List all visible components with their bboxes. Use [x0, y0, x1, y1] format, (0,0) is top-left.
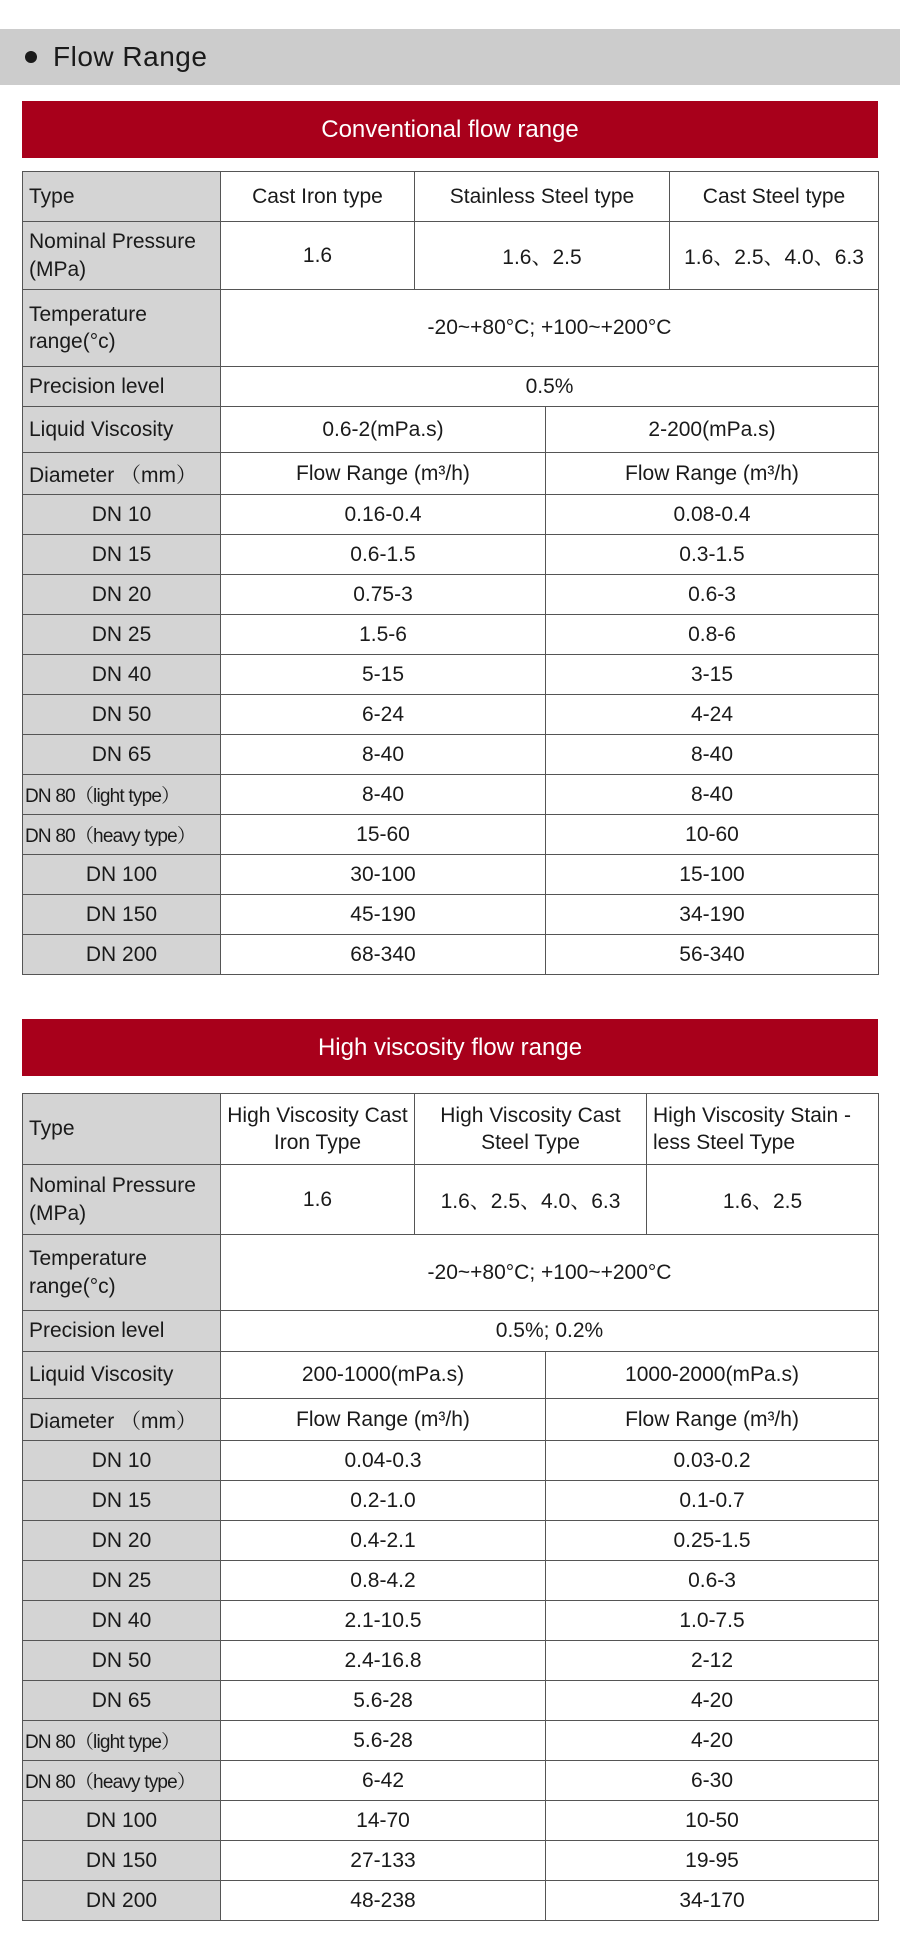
- table-row: [23, 935, 879, 975]
- pressure-cell: 1.6、2.5、4.0、6.3: [415, 1165, 647, 1235]
- type-label: Type: [23, 1094, 221, 1165]
- type-row: [23, 172, 879, 222]
- conventional-table: [22, 171, 879, 975]
- flow-range-cell: 0.75-3: [221, 575, 546, 615]
- diameter-cell: DN 80（light type）: [23, 775, 221, 815]
- flow-range-cell: 15-100: [546, 855, 879, 895]
- flow-range-cell: 8-40: [221, 735, 546, 775]
- table-row: [23, 1841, 879, 1881]
- bullet-icon: [25, 51, 37, 63]
- diameter-cell: DN 15: [23, 1481, 221, 1521]
- precision-label: Precision level: [23, 1311, 221, 1352]
- type-cell: High Viscosity Cast Steel Type: [415, 1094, 647, 1165]
- flow-range-cell: 34-170: [546, 1881, 879, 1921]
- diameter-cell: DN 150: [23, 1841, 221, 1881]
- flow-range-cell: 0.6-3: [546, 1561, 879, 1601]
- flow-range-cell: 8-40: [546, 735, 879, 775]
- section-header: [0, 29, 900, 85]
- flow-range-cell: 6-24: [221, 695, 546, 735]
- table-row: [23, 855, 879, 895]
- flow-range-cell: 10-60: [546, 815, 879, 855]
- table-row: [23, 1601, 879, 1641]
- flow-range-cell: 27-133: [221, 1841, 546, 1881]
- flow-range-cell: 5.6-28: [221, 1681, 546, 1721]
- diameter-header-row: [23, 1399, 879, 1441]
- diameter-cell: DN 80（heavy type）: [23, 1761, 221, 1801]
- flow-range-cell: 0.03-0.2: [546, 1441, 879, 1481]
- flow-range-cell: 19-95: [546, 1841, 879, 1881]
- table-row: [23, 1441, 879, 1481]
- table-row: [23, 735, 879, 775]
- table-row: [23, 1641, 879, 1681]
- type-cell: High Viscosity Stain -less Steel Type: [647, 1094, 879, 1165]
- table-row: [23, 535, 879, 575]
- temperature-value: -20~+80°C; +100~+200°C: [221, 1235, 879, 1311]
- temperature-row: [23, 290, 879, 367]
- precision-value: 0.5%: [221, 367, 879, 407]
- flow-range-cell: 0.6-1.5: [221, 535, 546, 575]
- table-row: [23, 1681, 879, 1721]
- flow-range-cell: 6-42: [221, 1761, 546, 1801]
- flow-range-header: Flow Range (m³/h): [546, 1399, 879, 1441]
- flow-range-cell: 1.5-6: [221, 615, 546, 655]
- temperature-label: Temperature range(°c): [23, 1235, 221, 1311]
- diameter-cell: DN 80（light type）: [23, 1721, 221, 1761]
- viscosity-label: Liquid Viscosity: [23, 1352, 221, 1399]
- table-row: [23, 615, 879, 655]
- temperature-row: [23, 1235, 879, 1311]
- table-row: [23, 1521, 879, 1561]
- pressure-row: [23, 1165, 879, 1235]
- flow-range-cell: 45-190: [221, 895, 546, 935]
- pressure-label: Nominal Pressure (MPa): [23, 1165, 221, 1235]
- diameter-cell: DN 10: [23, 495, 221, 535]
- diameter-label: Diameter （mm）: [23, 1399, 221, 1441]
- flow-range-cell: 4-20: [546, 1721, 879, 1761]
- flow-range-header: Flow Range (m³/h): [221, 1399, 546, 1441]
- flow-range-cell: 14-70: [221, 1801, 546, 1841]
- table-row: [23, 695, 879, 735]
- flow-range-cell: 15-60: [221, 815, 546, 855]
- table-row: [23, 1881, 879, 1921]
- type-label: Type: [23, 172, 221, 222]
- viscosity-row: [23, 407, 879, 453]
- table-row: [23, 1801, 879, 1841]
- table-row: [23, 1721, 879, 1761]
- type-cell: Cast Iron type: [221, 172, 415, 222]
- diameter-cell: DN 20: [23, 575, 221, 615]
- table-row: [23, 495, 879, 535]
- flow-range-cell: 0.3-1.5: [546, 535, 879, 575]
- diameter-cell: DN 65: [23, 735, 221, 775]
- diameter-cell: DN 40: [23, 655, 221, 695]
- diameter-cell: DN 65: [23, 1681, 221, 1721]
- diameter-cell: DN 80（heavy type）: [23, 815, 221, 855]
- pressure-row: [23, 222, 879, 290]
- flow-range-cell: 2.4-16.8: [221, 1641, 546, 1681]
- flow-range-cell: 3-15: [546, 655, 879, 695]
- flow-range-cell: 0.08-0.4: [546, 495, 879, 535]
- flow-range-header: Flow Range (m³/h): [221, 453, 546, 495]
- precision-row: [23, 367, 879, 407]
- flow-range-cell: 4-20: [546, 1681, 879, 1721]
- viscosity-row: [23, 1352, 879, 1399]
- flow-range-cell: 68-340: [221, 935, 546, 975]
- table-row: [23, 815, 879, 855]
- flow-range-cell: 0.8-4.2: [221, 1561, 546, 1601]
- flow-range-cell: 5-15: [221, 655, 546, 695]
- flow-range-cell: 0.1-0.7: [546, 1481, 879, 1521]
- table-row: [23, 775, 879, 815]
- pressure-cell: 1.6、2.5、4.0、6.3: [670, 222, 879, 290]
- flow-range-cell: 6-30: [546, 1761, 879, 1801]
- diameter-cell: DN 100: [23, 1801, 221, 1841]
- precision-label: Precision level: [23, 367, 221, 407]
- diameter-cell: DN 40: [23, 1601, 221, 1641]
- precision-value: 0.5%; 0.2%: [221, 1311, 879, 1352]
- pressure-cell: 1.6: [221, 1165, 415, 1235]
- pressure-label: Nominal Pressure (MPa): [23, 222, 221, 290]
- table-row: [23, 655, 879, 695]
- conventional-title: Conventional flow range: [22, 101, 878, 158]
- flow-range-cell: 5.6-28: [221, 1721, 546, 1761]
- table-row: [23, 1761, 879, 1801]
- page-title: Flow Range: [53, 41, 208, 72]
- pressure-cell: 1.6: [221, 222, 415, 290]
- viscosity-label: Liquid Viscosity: [23, 407, 221, 453]
- flow-range-cell: 0.04-0.3: [221, 1441, 546, 1481]
- type-cell: Cast Steel type: [670, 172, 879, 222]
- table-row: [23, 895, 879, 935]
- pressure-cell: 1.6、2.5: [647, 1165, 879, 1235]
- diameter-header-row: [23, 453, 879, 495]
- viscosity-cell: 1000-2000(mPa.s): [546, 1352, 879, 1399]
- viscosity-cell: 0.6-2(mPa.s): [221, 407, 546, 453]
- type-cell: High Viscosity Cast Iron Type: [221, 1094, 415, 1165]
- diameter-cell: DN 50: [23, 1641, 221, 1681]
- flow-range-cell: 8-40: [546, 775, 879, 815]
- viscosity-cell: 200-1000(mPa.s): [221, 1352, 546, 1399]
- diameter-cell: DN 10: [23, 1441, 221, 1481]
- flow-range-cell: 0.8-6: [546, 615, 879, 655]
- type-cell: Stainless Steel type: [415, 172, 670, 222]
- flow-range-cell: 34-190: [546, 895, 879, 935]
- diameter-cell: DN 15: [23, 535, 221, 575]
- flow-range-cell: 10-50: [546, 1801, 879, 1841]
- temperature-label: Temperature range(°c): [23, 290, 221, 367]
- flow-range-cell: 8-40: [221, 775, 546, 815]
- diameter-cell: DN 25: [23, 615, 221, 655]
- diameter-cell: DN 200: [23, 1881, 221, 1921]
- flow-range-cell: 0.16-0.4: [221, 495, 546, 535]
- diameter-cell: DN 50: [23, 695, 221, 735]
- table-row: [23, 1561, 879, 1601]
- flow-range-cell: 0.2-1.0: [221, 1481, 546, 1521]
- diameter-cell: DN 100: [23, 855, 221, 895]
- diameter-cell: DN 200: [23, 935, 221, 975]
- flow-range-cell: 1.0-7.5: [546, 1601, 879, 1641]
- temperature-value: -20~+80°C; +100~+200°C: [221, 290, 879, 367]
- diameter-cell: DN 150: [23, 895, 221, 935]
- flow-range-cell: 0.6-3: [546, 575, 879, 615]
- table-row: [23, 1481, 879, 1521]
- table-row: [23, 575, 879, 615]
- high-viscosity-table: [22, 1093, 879, 1921]
- type-row: [23, 1094, 879, 1165]
- viscosity-cell: 2-200(mPa.s): [546, 407, 879, 453]
- precision-row: [23, 1311, 879, 1352]
- flow-range-cell: 56-340: [546, 935, 879, 975]
- flow-range-cell: 0.25-1.5: [546, 1521, 879, 1561]
- flow-range-header: Flow Range (m³/h): [546, 453, 879, 495]
- flow-range-cell: 0.4-2.1: [221, 1521, 546, 1561]
- diameter-label: Diameter （mm）: [23, 453, 221, 495]
- flow-range-cell: 2.1-10.5: [221, 1601, 546, 1641]
- flow-range-cell: 4-24: [546, 695, 879, 735]
- pressure-cell: 1.6、2.5: [415, 222, 670, 290]
- flow-range-cell: 48-238: [221, 1881, 546, 1921]
- high-viscosity-title: High viscosity flow range: [22, 1019, 878, 1076]
- flow-range-cell: 30-100: [221, 855, 546, 895]
- diameter-cell: DN 25: [23, 1561, 221, 1601]
- flow-range-cell: 2-12: [546, 1641, 879, 1681]
- diameter-cell: DN 20: [23, 1521, 221, 1561]
